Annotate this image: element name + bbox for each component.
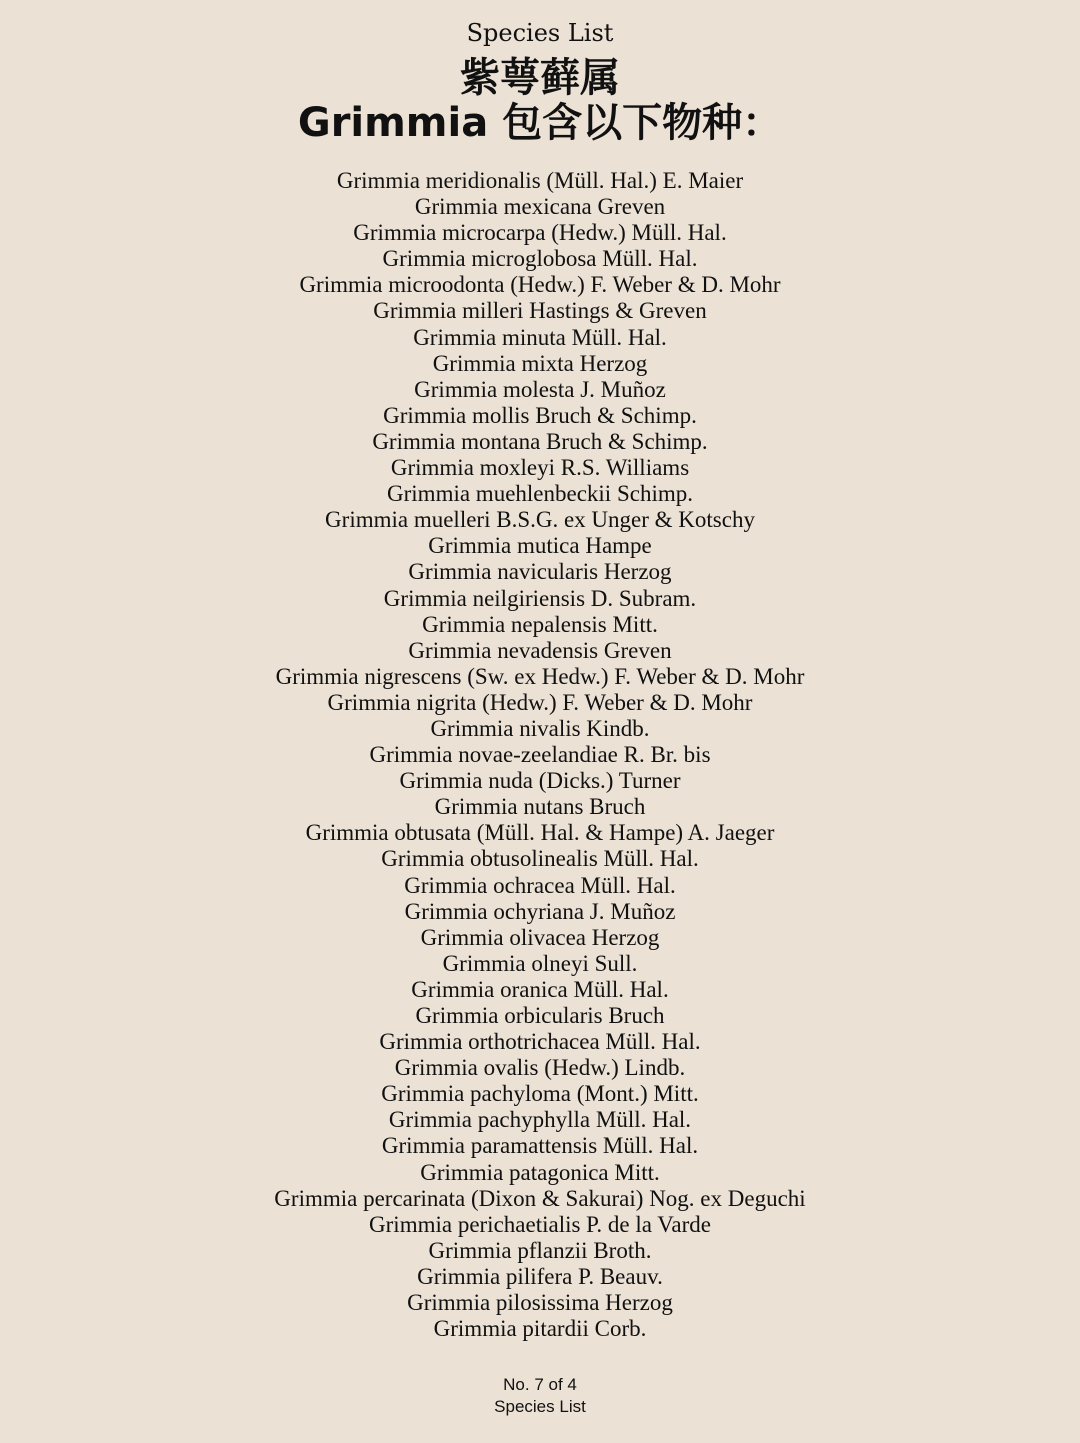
- species-item: Grimmia mollis Bruch & Schimp.: [383, 402, 697, 428]
- species-item: Grimmia milleri Hastings & Greven: [373, 298, 707, 324]
- species-item: Grimmia obtusata (Müll. Hal. & Hampe) A. Jaeger: [305, 820, 775, 846]
- species-item: Grimmia mixta Herzog: [432, 350, 648, 376]
- species-item: Grimmia nutans Bruch: [434, 794, 646, 820]
- species-item: Grimmia pitardii Corb.: [433, 1316, 647, 1342]
- species-item: Grimmia perichaetialis P. de la Varde: [369, 1211, 711, 1237]
- species-item: Grimmia mexicana Greven: [414, 194, 666, 220]
- species-item: Grimmia novae-zeelandiae R. Br. bis: [369, 742, 711, 768]
- page-number: No. 7 of 4: [503, 1375, 577, 1394]
- species-item: Grimmia muelleri B.S.G. ex Unger & Kotschy: [325, 507, 755, 533]
- species-item: Grimmia navicularis Herzog: [408, 559, 672, 585]
- species-item: Grimmia microcarpa (Hedw.) Müll. Hal.: [353, 220, 727, 246]
- species-item: Grimmia pflanzii Broth.: [428, 1237, 652, 1263]
- footer-label: Species List: [494, 1397, 586, 1416]
- species-item: Grimmia pilosissima Herzog: [407, 1290, 673, 1316]
- species-item: Grimmia mutica Hampe: [428, 533, 652, 559]
- species-item: Grimmia nigrescens (Sw. ex Hedw.) F. Weber & D. Mohr: [275, 663, 805, 689]
- species-item: Grimmia orthotrichacea Müll. Hal.: [379, 1029, 701, 1055]
- species-item: Grimmia nevadensis Greven: [408, 637, 672, 663]
- species-item: Grimmia ochyriana J. Muñoz: [404, 898, 676, 924]
- species-item: Grimmia nivalis Kindb.: [430, 715, 650, 741]
- species-item: Grimmia moxleyi R.S. Williams: [390, 455, 690, 481]
- header-label: Species List: [466, 19, 614, 47]
- species-item: Grimmia olneyi Sull.: [442, 950, 638, 976]
- genus-title: [0, 100, 1080, 146]
- species-item: Grimmia patagonica Mitt.: [420, 1159, 660, 1185]
- species-item: Grimmia paramattensis Müll. Hal.: [381, 1133, 699, 1159]
- species-item: Grimmia meridionalis (Müll. Hal.) E. Maier: [336, 168, 744, 193]
- species-item: Grimmia microglobosa Müll. Hal.: [382, 246, 698, 272]
- species-item: Grimmia orbicularis Bruch: [415, 1003, 665, 1028]
- species-item: Grimmia pachyloma (Mont.) Mitt.: [381, 1081, 699, 1107]
- species-item: Grimmia oranica Müll. Hal.: [411, 976, 669, 1002]
- species-item: Grimmia nepalensis Mitt.: [422, 611, 658, 637]
- species-item: Grimmia olivacea Herzog: [420, 924, 660, 950]
- species-item: Grimmia neilgiriensis D. Subram.: [383, 585, 697, 611]
- species-item: Grimmia ovalis (Hedw.) Lindb.: [394, 1055, 686, 1081]
- species-item: Grimmia molesta J. Muñoz: [414, 376, 666, 402]
- species-item: Grimmia pilifera P. Beauv.: [417, 1263, 663, 1289]
- species-list: [0, 168, 1080, 1342]
- genus-chinese-title: 紫萼藓属: [460, 55, 620, 101]
- footer: [0, 1374, 1080, 1418]
- species-item: Grimmia percarinata (Dixon & Sakurai) Nog. ex Deguchi: [274, 1185, 806, 1211]
- species-item: Grimmia montana Bruch & Schimp.: [372, 428, 708, 454]
- species-item: Grimmia pachyphylla Müll. Hal.: [388, 1107, 692, 1133]
- species-item: Grimmia nuda (Dicks.) Turner: [399, 768, 681, 794]
- genus-title-suffix: 包含以下物种：: [502, 100, 783, 146]
- species-item: Grimmia muehlenbeckii Schimp.: [387, 481, 693, 507]
- species-item: Grimmia ochracea Müll. Hal.: [404, 872, 676, 898]
- species-item: Grimmia minuta Müll. Hal.: [413, 324, 667, 350]
- species-item: Grimmia nigrita (Hedw.) F. Weber & D. Mohr: [327, 689, 753, 715]
- genus-name: Grimmia: [297, 100, 489, 146]
- species-item: Grimmia obtusolinealis Müll. Hal.: [381, 846, 699, 872]
- species-item: Grimmia microodonta (Hedw.) F. Weber & D. Mohr: [299, 272, 781, 298]
